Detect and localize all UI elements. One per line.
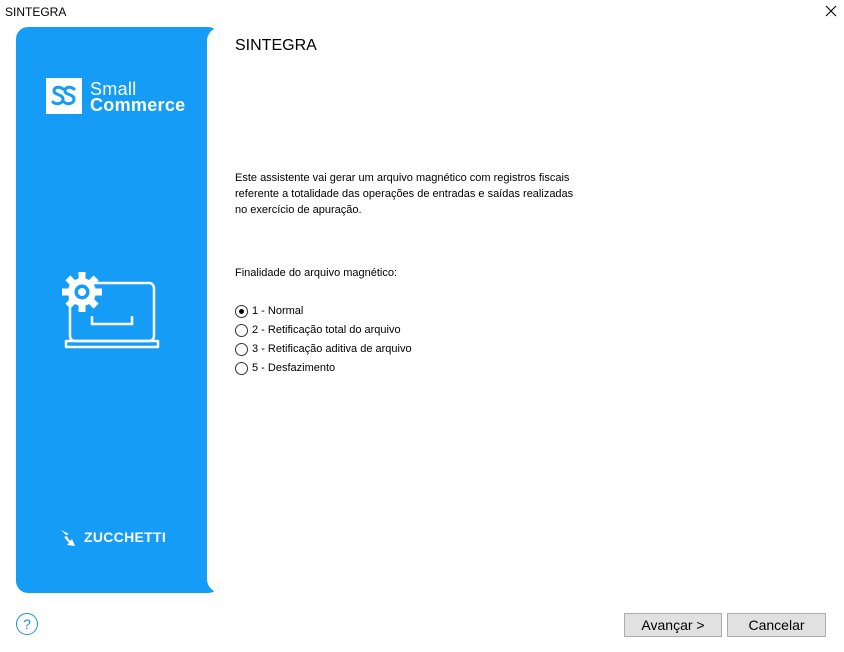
radio-option-normal[interactable] [235,304,435,323]
radio-button-icon[interactable] [235,305,248,318]
logo-commerce-text: Commerce [90,95,186,115]
logo-small-text: Small [90,79,137,99]
radio-button-icon[interactable] [235,343,248,356]
radio-button-icon[interactable] [235,362,248,375]
description-line: referente a totalidade das operações de entradas e saídas realizadas [235,188,574,200]
radio-label[interactable]: 2 - Retificação total do arquivo [252,324,401,336]
next-button[interactable]: Avançar > [624,613,722,637]
radio-label[interactable]: 1 - Normal [252,305,304,317]
description [235,170,580,218]
cancel-button[interactable]: Cancelar [727,613,826,637]
sidebar-panel [16,27,220,593]
radio-button-icon[interactable] [235,324,248,337]
zucchetti-logo-icon [58,528,78,548]
close-icon [825,5,837,17]
radio-label[interactable]: 5 - Desfazimento [252,362,336,374]
help-icon[interactable]: ? [16,613,38,635]
window-title: SINTEGRA [5,5,67,19]
page-title: SINTEGRA [235,37,317,54]
description-line: no exercício de apuração. [235,204,362,216]
description-line: Este assistente vai gerar um arquivo magnético com registros fiscais [235,172,570,184]
laptop-gear-icon [58,267,162,353]
finalidade-label: Finalidade do arquivo magnético: [235,267,398,279]
radio-option-retificacao-aditiva[interactable] [235,342,435,361]
radio-option-retificacao-total[interactable] [235,323,435,342]
radio-label[interactable]: 3 - Retificação aditiva de arquivo [252,343,412,355]
title-bar [0,0,844,24]
finalidade-radio-group [235,304,435,380]
small-commerce-logo-icon [46,78,82,114]
radio-option-desfazimento[interactable] [235,361,435,380]
close-button[interactable] [818,0,844,24]
brand-text: ZUCCHETTI [84,529,167,545]
